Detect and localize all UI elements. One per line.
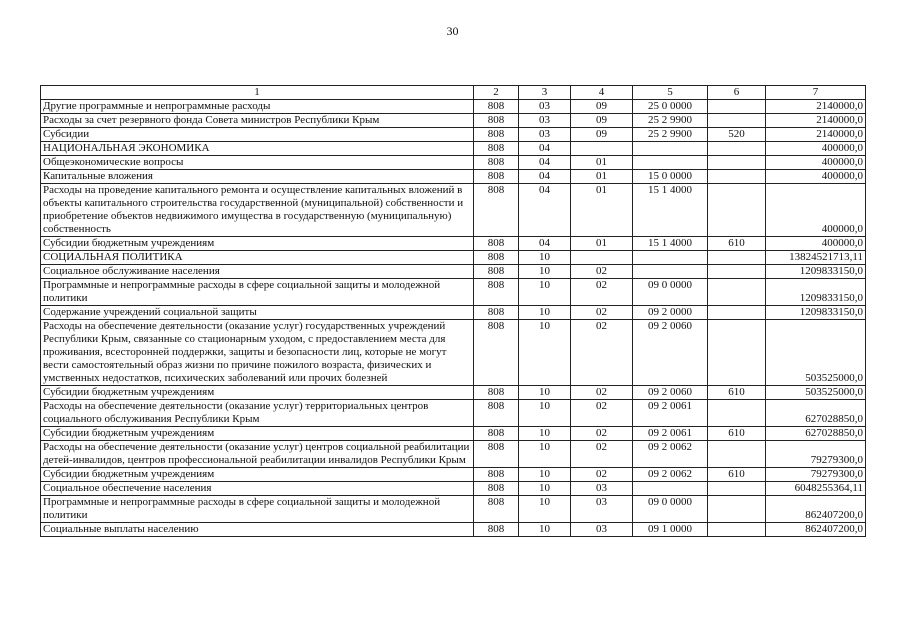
row-amount: 400000,0: [766, 184, 866, 237]
row-subsection-code: 09: [571, 128, 633, 142]
row-section-code: 10: [519, 320, 571, 386]
row-admin-code: 808: [474, 306, 519, 320]
row-subsection-code: 02: [571, 265, 633, 279]
row-amount: 1209833150,0: [766, 306, 866, 320]
row-name: Содержание учреждений социальной защиты: [41, 306, 474, 320]
row-target-code: 25 0 0000: [633, 100, 708, 114]
row-amount: 400000,0: [766, 237, 866, 251]
row-target-code: 09 0 0000: [633, 496, 708, 523]
row-name: Капитальные вложения: [41, 170, 474, 184]
row-admin-code: 808: [474, 400, 519, 427]
table-row: [41, 482, 866, 496]
row-amount: 503525000,0: [766, 386, 866, 400]
row-name: Субсидии: [41, 128, 474, 142]
row-admin-code: 808: [474, 482, 519, 496]
table-row: [41, 170, 866, 184]
row-admin-code: 808: [474, 237, 519, 251]
table-row: [41, 114, 866, 128]
row-admin-code: 808: [474, 170, 519, 184]
row-target-code: 25 2 9900: [633, 128, 708, 142]
row-admin-code: 808: [474, 496, 519, 523]
row-amount: 13824521713,11: [766, 251, 866, 265]
row-name: Программные и непрограммные расходы в сфере социальной защиты и молодежной политики: [41, 279, 474, 306]
row-subsection-code: 02: [571, 386, 633, 400]
table-row: [41, 156, 866, 170]
budget-table: [40, 85, 866, 537]
row-subsection-code: [571, 142, 633, 156]
row-subsection-code: 01: [571, 156, 633, 170]
row-name: Расходы на обеспечение деятельности (оказание услуг) центров социальной реабилитации детей-инвалидов, центров профессиональной реабилитации инвалидов Республики Крым: [41, 441, 474, 468]
row-expense-type-code: [708, 496, 766, 523]
header-cell: 5: [633, 86, 708, 100]
row-target-code: 09 2 0060: [633, 320, 708, 386]
row-target-code: [633, 142, 708, 156]
table-row: [41, 279, 866, 306]
row-section-code: 10: [519, 251, 571, 265]
row-admin-code: 808: [474, 441, 519, 468]
row-expense-type-code: [708, 156, 766, 170]
row-name: Социальные выплаты населению: [41, 523, 474, 537]
row-amount: 2140000,0: [766, 100, 866, 114]
row-name: Субсидии бюджетным учреждениям: [41, 427, 474, 441]
row-admin-code: 808: [474, 279, 519, 306]
table-row: [41, 251, 866, 265]
row-subsection-code: 01: [571, 237, 633, 251]
row-section-code: 04: [519, 170, 571, 184]
header-cell: 7: [766, 86, 866, 100]
row-target-code: 09 0 0000: [633, 279, 708, 306]
table-row: [41, 496, 866, 523]
table-row: [41, 265, 866, 279]
row-amount: 79279300,0: [766, 441, 866, 468]
table-row: [41, 100, 866, 114]
page-number: 30: [446, 24, 459, 38]
row-subsection-code: 09: [571, 114, 633, 128]
header-cell: 1: [41, 86, 474, 100]
row-amount: 6048255364,11: [766, 482, 866, 496]
row-section-code: 10: [519, 386, 571, 400]
row-expense-type-code: [708, 170, 766, 184]
row-section-code: 10: [519, 400, 571, 427]
row-name: Расходы за счет резервного фонда Совета министров Республики Крым: [41, 114, 474, 128]
row-amount: 79279300,0: [766, 468, 866, 482]
row-section-code: 10: [519, 265, 571, 279]
header-cell: 3: [519, 86, 571, 100]
row-target-code: 09 2 0062: [633, 468, 708, 482]
row-name: Социальное обеспечение населения: [41, 482, 474, 496]
table-header-row: [41, 86, 866, 100]
row-amount: 1209833150,0: [766, 265, 866, 279]
row-target-code: 15 1 4000: [633, 184, 708, 237]
row-section-code: 10: [519, 441, 571, 468]
table-row: [41, 184, 866, 237]
header-cell: 4: [571, 86, 633, 100]
row-amount: 627028850,0: [766, 400, 866, 427]
row-expense-type-code: 610: [708, 468, 766, 482]
row-admin-code: 808: [474, 184, 519, 237]
row-subsection-code: 01: [571, 170, 633, 184]
row-section-code: 03: [519, 114, 571, 128]
row-target-code: 09 2 0061: [633, 427, 708, 441]
row-name: Субсидии бюджетным учреждениям: [41, 237, 474, 251]
row-subsection-code: 02: [571, 320, 633, 386]
row-section-code: 10: [519, 306, 571, 320]
row-expense-type-code: 610: [708, 427, 766, 441]
row-amount: 2140000,0: [766, 128, 866, 142]
row-amount: 1209833150,0: [766, 279, 866, 306]
table-row: [41, 386, 866, 400]
row-name: Другие программные и непрограммные расходы: [41, 100, 474, 114]
row-amount: 862407200,0: [766, 496, 866, 523]
row-target-code: 09 2 0060: [633, 386, 708, 400]
row-amount: 2140000,0: [766, 114, 866, 128]
row-amount: 862407200,0: [766, 523, 866, 537]
row-section-code: 04: [519, 142, 571, 156]
row-expense-type-code: [708, 251, 766, 265]
row-target-code: 09 2 0062: [633, 441, 708, 468]
row-admin-code: 808: [474, 386, 519, 400]
row-section-code: 10: [519, 468, 571, 482]
row-section-code: 03: [519, 100, 571, 114]
row-name: Субсидии бюджетным учреждениям: [41, 468, 474, 482]
row-subsection-code: 09: [571, 100, 633, 114]
row-target-code: 09 2 0000: [633, 306, 708, 320]
row-name: Расходы на обеспечение деятельности (оказание услуг) территориальных центров социального обслуживания Республики Крым: [41, 400, 474, 427]
row-admin-code: 808: [474, 114, 519, 128]
row-target-code: [633, 482, 708, 496]
row-expense-type-code: [708, 279, 766, 306]
row-target-code: [633, 251, 708, 265]
table-row: [41, 142, 866, 156]
table-row: [41, 427, 866, 441]
row-name: СОЦИАЛЬНАЯ ПОЛИТИКА: [41, 251, 474, 265]
row-admin-code: 808: [474, 100, 519, 114]
table-row: [41, 468, 866, 482]
row-name: НАЦИОНАЛЬНАЯ ЭКОНОМИКА: [41, 142, 474, 156]
row-expense-type-code: [708, 142, 766, 156]
row-amount: 503525000,0: [766, 320, 866, 386]
row-expense-type-code: [708, 482, 766, 496]
row-admin-code: 808: [474, 265, 519, 279]
row-amount: 400000,0: [766, 170, 866, 184]
row-section-code: 03: [519, 128, 571, 142]
table-row: [41, 237, 866, 251]
row-section-code: 04: [519, 237, 571, 251]
table-row: [41, 441, 866, 468]
row-section-code: 10: [519, 482, 571, 496]
row-name: Общеэкономические вопросы: [41, 156, 474, 170]
row-name: Социальное обслуживание населения: [41, 265, 474, 279]
row-expense-type-code: 610: [708, 237, 766, 251]
row-section-code: 10: [519, 427, 571, 441]
row-target-code: 09 1 0000: [633, 523, 708, 537]
row-section-code: 04: [519, 184, 571, 237]
row-subsection-code: 03: [571, 482, 633, 496]
row-section-code: 10: [519, 496, 571, 523]
row-expense-type-code: 520: [708, 128, 766, 142]
row-section-code: 10: [519, 279, 571, 306]
row-target-code: [633, 265, 708, 279]
row-target-code: 09 2 0061: [633, 400, 708, 427]
row-name: Субсидии бюджетным учреждениям: [41, 386, 474, 400]
row-admin-code: 808: [474, 142, 519, 156]
row-admin-code: 808: [474, 251, 519, 265]
row-target-code: 15 0 0000: [633, 170, 708, 184]
row-admin-code: 808: [474, 320, 519, 386]
table-row: [41, 523, 866, 537]
row-subsection-code: 02: [571, 468, 633, 482]
row-target-code: 15 1 4000: [633, 237, 708, 251]
row-amount: 400000,0: [766, 156, 866, 170]
row-name: Расходы на проведение капитального ремонта и осуществление капитальных вложений в объекты капитального строительства государственной (муниципальной) собственности и приобретение объектов недвижимого имущества в государственную (муниципальную) собственность: [41, 184, 474, 237]
table-row: [41, 128, 866, 142]
row-subsection-code: [571, 251, 633, 265]
row-expense-type-code: [708, 100, 766, 114]
row-target-code: [633, 156, 708, 170]
row-subsection-code: 03: [571, 523, 633, 537]
row-expense-type-code: [708, 306, 766, 320]
row-admin-code: 808: [474, 427, 519, 441]
row-subsection-code: 01: [571, 184, 633, 237]
row-target-code: 25 2 9900: [633, 114, 708, 128]
table-row: [41, 306, 866, 320]
row-expense-type-code: [708, 320, 766, 386]
row-expense-type-code: [708, 441, 766, 468]
row-amount: 627028850,0: [766, 427, 866, 441]
row-section-code: 04: [519, 156, 571, 170]
row-section-code: 10: [519, 523, 571, 537]
row-amount: 400000,0: [766, 142, 866, 156]
row-admin-code: 808: [474, 523, 519, 537]
row-name: Расходы на обеспечение деятельности (оказание услуг) государственных учреждений Республики Крым, связанные со стационарным уходом, с предоставлением места для проживания, всесторонней поддержки, защиты и безопасности лиц, которые не могут вести самостоятельный образ жизни по причине пожилого возраста, физических и умственных недостатков, психических заболеваний или прочих болезней: [41, 320, 474, 386]
row-name: Программные и непрограммные расходы в сфере социальной защиты и молодежной политики: [41, 496, 474, 523]
header-cell: 2: [474, 86, 519, 100]
row-admin-code: 808: [474, 156, 519, 170]
row-subsection-code: 02: [571, 279, 633, 306]
row-subsection-code: 03: [571, 496, 633, 523]
row-expense-type-code: [708, 265, 766, 279]
table-row: [41, 320, 866, 386]
row-admin-code: 808: [474, 128, 519, 142]
row-expense-type-code: [708, 400, 766, 427]
row-expense-type-code: [708, 184, 766, 237]
row-subsection-code: 02: [571, 306, 633, 320]
row-subsection-code: 02: [571, 441, 633, 468]
row-admin-code: 808: [474, 468, 519, 482]
row-expense-type-code: 610: [708, 386, 766, 400]
row-expense-type-code: [708, 523, 766, 537]
row-expense-type-code: [708, 114, 766, 128]
table-row: [41, 400, 866, 427]
row-subsection-code: 02: [571, 400, 633, 427]
row-subsection-code: 02: [571, 427, 633, 441]
header-cell: 6: [708, 86, 766, 100]
